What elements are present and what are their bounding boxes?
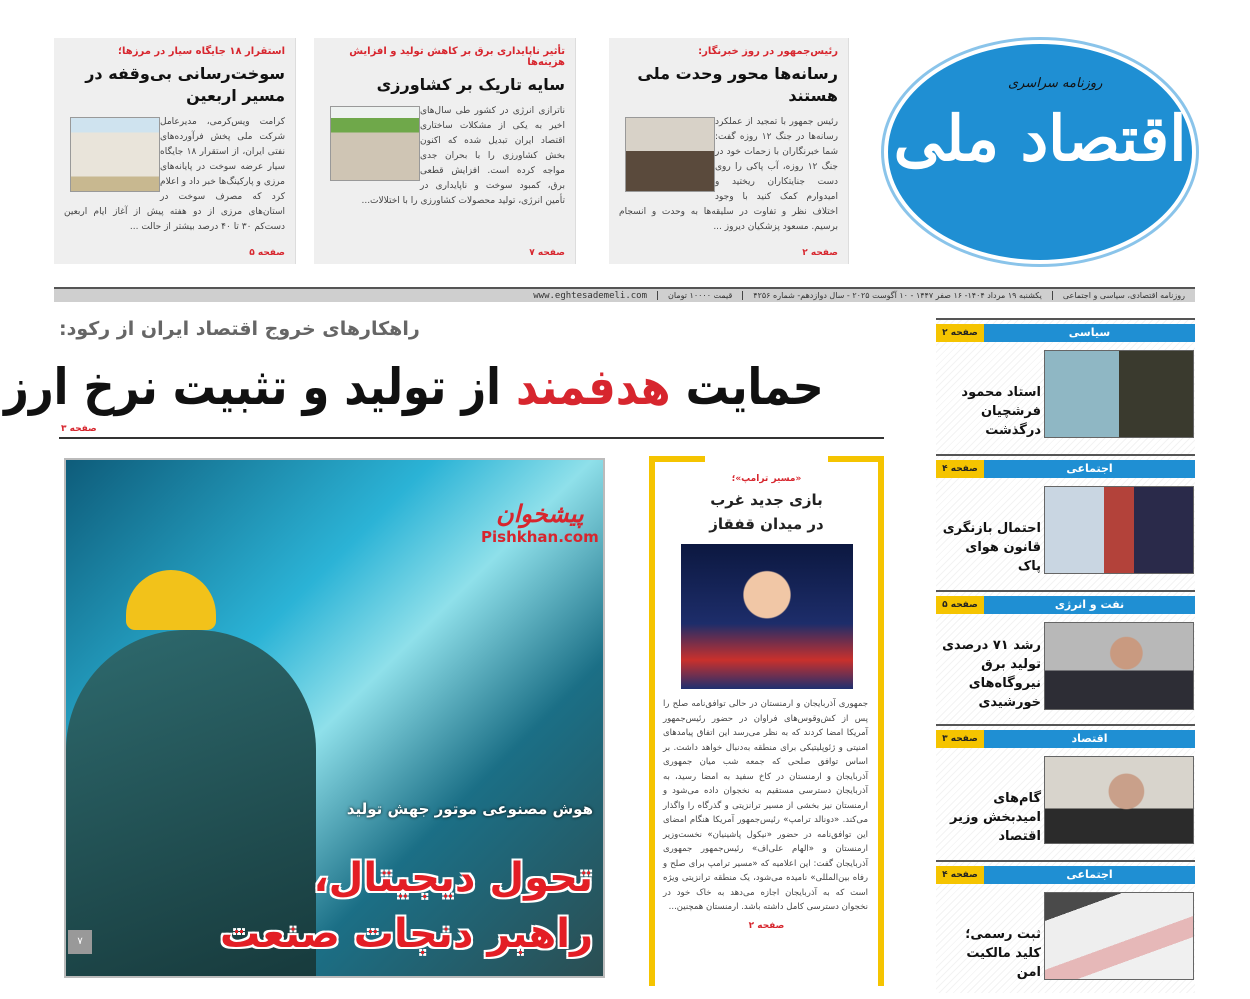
feature-title: تحول دیجیتال، راهبر دنجات صنعت <box>220 855 594 957</box>
story-page[interactable]: صفحه ۲ <box>803 248 839 258</box>
section-social[interactable] <box>937 454 1196 582</box>
section-page[interactable]: صفحه ۳ <box>937 730 985 748</box>
section-name: اجتماعی <box>985 460 1196 478</box>
feature-subtitle: هوش مصنوعی موتور جهش تولید <box>347 800 594 818</box>
top-story-2[interactable] <box>315 38 577 264</box>
issue-date: یکشنبه ۱۹ مرداد ۱۴۰۴- ۱۶ صفر ۱۴۴۷ - ۱۰ آگوست ۲۰۲۵ - سال دوازدهم- شماره ۴۲۵۶ <box>743 291 1053 300</box>
story-body: رئیس جمهور با تمجید از عملکرد رسانه‌ها در جنگ ۱۲ روزه گفت: شما خبرنگاران با زحمات خود در جنگ ۱۲ روزه، آب پاکی را روی دست جنایتکاران ریختید و امیدوارم کمک کنید با وجود اختلاف نظر و تفاوت در سلیقه‌ها به وحدت و انسجام برسیم. مسعود پزشکیان دیروز ... <box>620 117 840 232</box>
helmet-shape <box>127 570 217 630</box>
story-title: سایه تاریک بر کشاورزی <box>377 75 566 94</box>
section-name: نفت و انرژی <box>985 596 1196 614</box>
section-photo <box>1045 350 1195 438</box>
story-page[interactable]: صفحه ۵ <box>250 248 286 258</box>
website-link[interactable]: www.eghtesademeli.com <box>534 290 649 301</box>
section-photo <box>1045 756 1195 844</box>
price: قیمت ۱۰۰۰۰ تومان <box>658 291 743 300</box>
section-caption: استاد محمود فرشچیان درگذشت <box>962 385 1042 438</box>
headline-part2: از تولید و تثبیت نرخ ارز <box>5 358 518 416</box>
section-photo <box>1045 892 1195 980</box>
logo-subtitle: روزنامه سراسری <box>1009 76 1104 91</box>
newspaper-logo[interactable] <box>885 40 1197 264</box>
divider <box>60 437 885 439</box>
boxed-story[interactable] <box>650 456 885 986</box>
lead-kicker: راهکارهای خروج اقتصاد ایران از رکود: <box>60 318 421 340</box>
story-page[interactable]: صفحه ۷ <box>530 248 566 258</box>
boxed-kicker: «مسیر ترامپ»؛ <box>732 474 803 484</box>
president-event-photo <box>626 117 716 192</box>
section-economy[interactable] <box>937 724 1196 852</box>
section-energy[interactable] <box>937 590 1196 718</box>
section-page[interactable]: صفحه ۵ <box>937 596 985 614</box>
section-caption: ثبت رسمی؛ کلید مالکیت امن <box>966 927 1042 980</box>
paper-type: روزنامه اقتصادی، سیاسی و اجتماعی <box>1053 291 1196 300</box>
watermark: پیشخوان Pishkhan.com <box>482 500 600 546</box>
section-page[interactable]: صفحه ۴ <box>937 866 985 884</box>
story-title: سوخت‌رسانی بی‌وقفه در مسیر اربعین <box>86 64 286 105</box>
story-kicker: استقرار ۱۸ جایگاه سیار در مرزها؛ <box>119 46 286 57</box>
section-name: اجتماعی <box>985 866 1196 884</box>
section-caption: احتمال بازنگری قانون هوای پاک <box>943 521 1042 574</box>
story-kicker: تأثیر ناپایداری برق بر کاهش تولید و افزایش هزینه‌ها <box>350 46 566 68</box>
headline-line <box>5 352 825 422</box>
top-story-3[interactable] <box>55 38 297 264</box>
info-bar <box>55 287 1196 302</box>
headline-highlight: هدفمند <box>517 358 672 416</box>
section-page[interactable]: صفحه ۲ <box>937 324 985 342</box>
section-page[interactable]: صفحه ۴ <box>937 460 985 478</box>
section-name: اقتصاد <box>985 730 1196 748</box>
section-name: سیاسی <box>985 324 1196 342</box>
story-title: رسانه‌ها محور وحدت ملی هستند <box>638 64 839 105</box>
feature-image[interactable] <box>65 458 606 978</box>
boxed-page[interactable]: صفحه ۲ <box>749 920 786 931</box>
drought-field-photo <box>331 106 421 181</box>
section-social-2[interactable] <box>937 860 1196 988</box>
story-body: کرامت ویس‌کرمی، مدیرعامل شرکت ملی پخش فرآورده‌های نفتی ایران، از استقرار ۱۸ جایگاه سیار عرضه سوخت در پایانه‌های مرزی و پارکینگ‌ها خبر داد و اعلام کرد که مصرف سوخت در استان‌های مرزی از دو هفته پیش از آغاز ایام اربعین دست‌کم ۳۰ تا ۴۰ درصد بیشتر از حالت ... <box>65 117 286 232</box>
section-politics[interactable] <box>937 318 1196 446</box>
lead-page[interactable]: صفحه ۳ <box>62 424 98 434</box>
section-caption: رشد ۷۱ درصدی تولید برق نیروگاه‌های خورشیدی <box>943 638 1042 710</box>
section-photo <box>1045 622 1195 710</box>
story-body: ناترازی انرژی در کشور طی سال‌های اخیر به یکی از مشکلات ساختاری اقتصاد ایران تبدیل شده که اکنون بخش کشاورزی را با بحران جدی مواجه کرده است. افزایش قطعی برق، کمبود سوخت و ناپایداری در تأمین انرژی، تولید محصولات کشاورزی را با اختلالات... <box>362 106 566 206</box>
feature-page-number[interactable]: ۷ <box>69 930 93 954</box>
section-photo <box>1045 486 1195 574</box>
headline-part1: حمایت <box>671 358 826 416</box>
story-kicker: رئیس‌جمهور در روز خبرنگار: <box>699 46 839 57</box>
top-story-1[interactable] <box>610 38 850 264</box>
section-caption: گام‌های امیدبخش وزیر اقتصاد <box>950 791 1042 844</box>
lead-headline[interactable] <box>5 352 890 422</box>
boxed-title: بازی جدید غرب در میدان قفقاز <box>710 491 825 533</box>
trump-photo <box>682 544 854 689</box>
fuel-station-photo <box>71 117 161 192</box>
logo-name: اقتصاد ملی <box>894 102 1188 175</box>
boxed-body: جمهوری آذربایجان و ارمنستان در حالی توافق‌نامه صلح را پس از کش‌وقوس‌های فراوان در حضور رئیس‌جمهور آمریکا امضا کردند که به نظر می‌رسد این اتفاق پیامدهای امنیتی و ژئوپلیتیکی برای منطقه به‌دنبال خواهد داشت. بر اساس توافق صلحی که جمعه شب میان جمهوری آذربایجان و ارمنستان در کاخ سفید به امضا رسید، به آذربایجان دسترسی مستقیم به نخجوان داده می‌شود و ارمنستان نیز بخشی از مسیر ترانزیتی و گذرگاه را واگذار می‌کند. «دونالد ترامپ» رئیس‌جمهور آمریکا هنگام امضای این توافق‌نامه در حضور «نیکول پاشینیان» نخست‌وزیر ارمنستان و «الهام علی‌اف» رئیس‌جمهور جمهوری آذربایجان گفت: این اعلامیه که «مسیر ترامپ برای صلح و رفاه بین‌المللی» نامیده می‌شود، یک منطقه ترانزیتی ویژه است که به آذربایجان اجازه می‌دهد به خاک خود در نخجوان دسترسی کامل داشته باشد. ارمنستان همچنین... <box>664 699 869 912</box>
